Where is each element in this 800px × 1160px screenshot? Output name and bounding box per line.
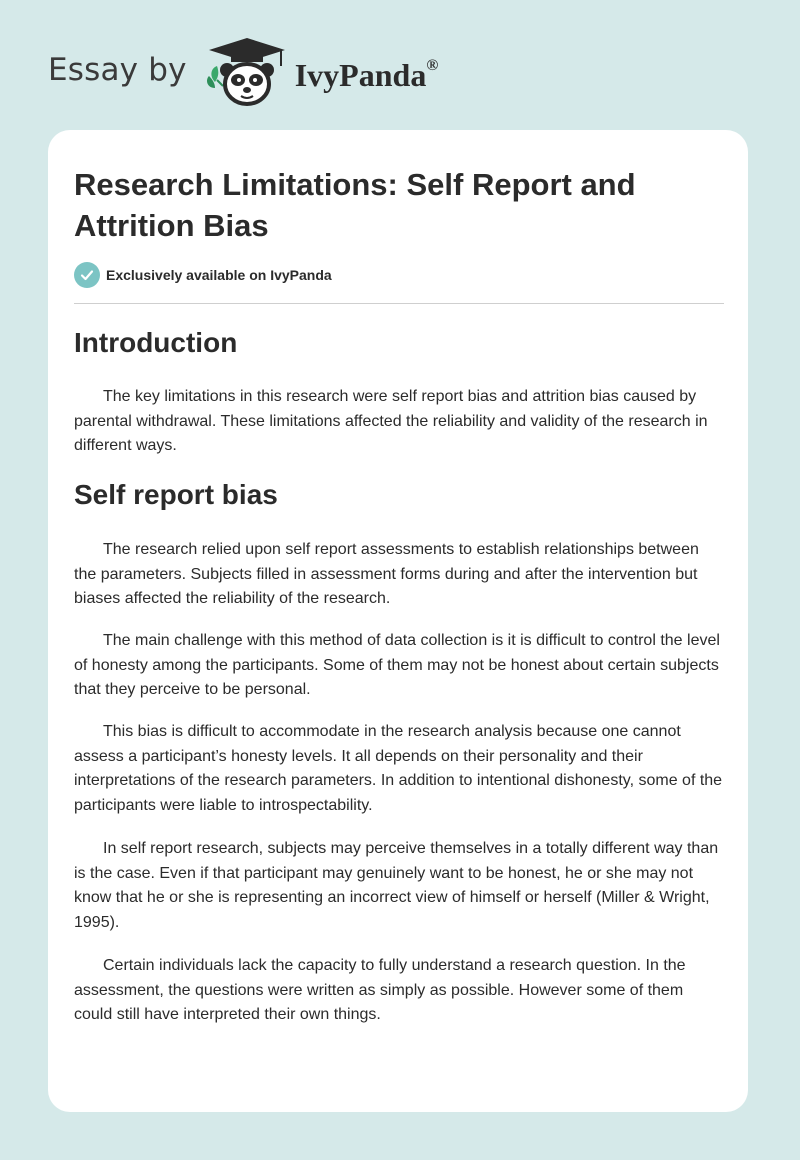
brand-text: IvyPanda — [294, 56, 427, 93]
paragraph: This bias is difficult to accommodate in the research analysis because one cannot assess a participant’s honesty levels. It all depends on their personality and their interpretations of the research parameters. In addition to intentional dishonesty, some of the participants were liable to introspectability. — [74, 723, 723, 814]
section-heading-self-report-bias: Self report bias — [74, 479, 278, 510]
article-title: Research Limitations: Self Report and Attrition Bias — [74, 167, 636, 243]
paragraph: The main challenge with this method of data collection is it is difficult to control the level of honesty among the participants. Some of them may not be honest about certain subjects that they perceive to be personal. — [74, 632, 720, 698]
site-header — [48, 36, 548, 108]
brand-name[interactable] — [295, 57, 439, 94]
checkmark-icon — [74, 262, 100, 288]
ivypanda-logo-icon[interactable] — [201, 36, 293, 108]
registered-mark: ® — [426, 56, 439, 74]
paragraph: The research relied upon self report assessments to establish relationships between the parameters. Subjects filled in assessment forms during and after the intervention but biases affected the reliability of the research. — [74, 541, 699, 607]
essay-by-label: Essay by — [48, 52, 187, 88]
section-heading-introduction: Introduction — [74, 327, 238, 358]
exclusive-badge — [74, 262, 332, 288]
article-card — [48, 130, 748, 1112]
badge-text: Exclusively available on IvyPanda — [106, 267, 332, 283]
paragraph: In self report research, subjects may perceive themselves in a totally different way than is the case. Even if that participant may genuinely want to be honest, he or she may not know that he or she is representing an incorrect view of himself or herself (Miller & Wright, 1995). — [74, 840, 719, 931]
paragraph: The key limitations in this research were self report bias and attrition bias caused by parental withdrawal. These limitations affected the reliability and validity of the research in different ways. — [74, 388, 708, 454]
paragraph: Certain individuals lack the capacity to fully understand a research question. In the assessment, the questions were written as simply as possible. However some of them could still have interpreted their own things. — [74, 957, 686, 1023]
title-divider — [74, 303, 724, 304]
